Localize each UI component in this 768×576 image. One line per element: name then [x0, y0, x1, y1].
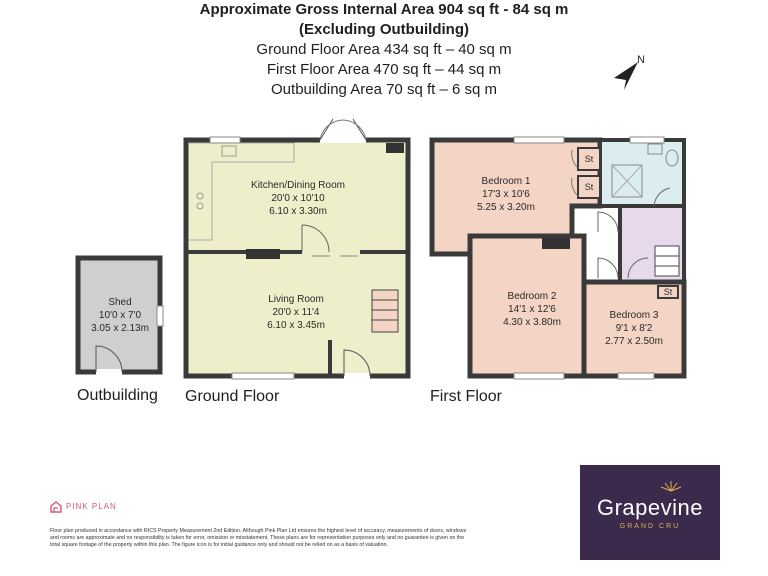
- living-name: Living Room: [268, 294, 324, 305]
- bedroom2-imperial: 14'1 x 12'6: [508, 304, 556, 315]
- ground-floor-area: Ground Floor Area 434 sq ft – 40 sq m: [256, 41, 512, 58]
- disclaimer-text: Floor plan produced in accordance with RICS Property Measurement 2nd Edition. Although Pink Plan Ltd ensures the highest level of accuracy, measurements of doors, windows and rooms are approximate and no responsibility is taken for error, omission or misstatement. These plans are for representation purposes only and no guarantee is given on the total square footage of the property within this plan. The figure icon is for initial guidance only and should not be relied on as a basis of valuation.: [50, 528, 467, 548]
- living-imperial: 20'0 x 11'4: [272, 307, 320, 318]
- bedroom3-imperial: 9'1 x 8'2: [615, 323, 653, 334]
- gross-area-title: Approximate Gross Internal Area 904 sq ft - 84 sq m: [199, 1, 569, 18]
- shed-imperial: 10'0 x 7'0: [98, 310, 142, 321]
- compass-north-label: N: [637, 54, 645, 66]
- outbuilding-label: Outbuilding: [77, 387, 158, 404]
- store-label-2: St: [584, 182, 594, 192]
- shed-name: Shed: [108, 297, 132, 308]
- ground-floor-plan: [186, 119, 408, 379]
- excluding-outbuilding-note: (Excluding Outbuilding): [299, 21, 469, 38]
- bedroom1-metric: 5.25 x 3.20m: [477, 202, 535, 213]
- agent-name: Grapevine: [596, 495, 703, 520]
- outbuilding-area: Outbuilding Area 70 sq ft – 6 sq m: [271, 81, 497, 98]
- first-floor-plan: [432, 137, 684, 379]
- living-metric: 6.10 x 3.45m: [267, 320, 325, 331]
- bedroom3-metric: 2.77 x 2.50m: [605, 336, 663, 347]
- bedroom2-name: Bedroom 2: [507, 291, 557, 302]
- shed-room: [78, 258, 163, 372]
- kitchen-imperial: 20'0 x 10'10: [271, 193, 325, 204]
- bedroom1-imperial: 17'3 x 10'6: [482, 189, 530, 200]
- pink-plan-logo-text: PINK PLAN: [66, 502, 117, 511]
- compass-icon: [614, 54, 645, 90]
- agent-subtitle: GRAND CRU: [619, 523, 681, 530]
- ground-floor-label: Ground Floor: [185, 388, 280, 405]
- kitchen-metric: 6.10 x 3.30m: [269, 206, 327, 217]
- agent-logo: [580, 465, 720, 560]
- kitchen-name: Kitchen/Dining Room: [251, 180, 345, 191]
- store-label-1: St: [584, 154, 594, 164]
- bedroom3-name: Bedroom 3: [609, 310, 659, 321]
- bedroom2-metric: 4.30 x 3.80m: [503, 317, 561, 328]
- pink-plan-logo-icon: [50, 501, 62, 513]
- first-floor-label: First Floor: [430, 388, 502, 405]
- store-label-3: St: [663, 287, 673, 297]
- shed-metric: 3.05 x 2.13m: [91, 323, 149, 334]
- bedroom1-name: Bedroom 1: [481, 176, 531, 187]
- first-floor-area: First Floor Area 470 sq ft – 44 sq m: [266, 61, 502, 78]
- grapevine-crown-icon: [658, 479, 684, 493]
